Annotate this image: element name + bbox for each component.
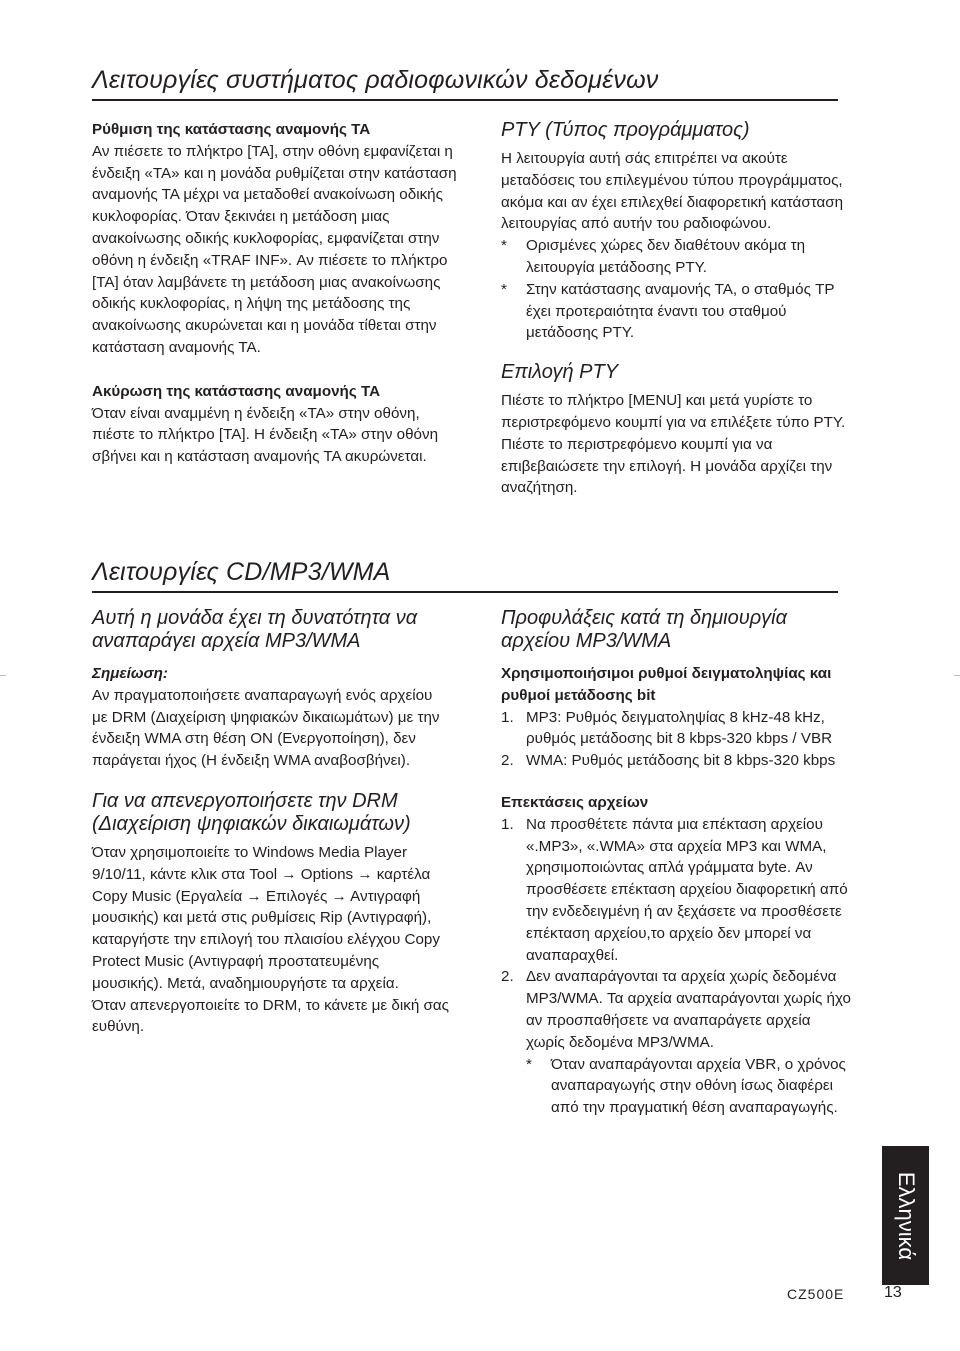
ta-column <box>92 119 464 468</box>
extensions-list <box>501 814 851 1054</box>
pty-text: Η λειτουργία αυτή σάς επιτρέπει να ακούτε μεταδόσεις του επιλεγμένου τύπου προγράμματος, ακόμα και αν έχει επιλεχθεί διαφορετική κατάσταση λειτουργίας από αυτήν του ραδιοφώνου. <box>501 150 844 233</box>
mp3-capable-heading: Αυτή η μονάδα έχει τη δυνατότητα να αναπαράγει αρχεία MP3/WMA <box>92 607 418 652</box>
note-text: Αν πραγματοποιήσετε αναπαραγωγή ενός αρχείου με DRM (Διαχείριση ψηφιακών δικαιωμάτων) με την ένδειξη WMA στη θέση ON (Ενεργοποίηση), δεν παράγεται ήχος (Η ένδειξη WMA αναβοσβήνει). <box>92 686 440 770</box>
drm-heading: Για να απενεργοποιήσετε την DRM (Διαχείριση ψηφιακών δικαιωμάτων) <box>92 789 411 835</box>
ta-cancel-heading: Ακύρωση της κατάστασης αναμονής ΤΑ <box>92 382 381 400</box>
note-label: Σημείωση: <box>92 665 168 682</box>
drm-text-responsibility: Όταν απενεργοποιείτε το DRM, το κάνετε με δική σας ευθύνη. <box>92 996 449 1036</box>
section-title-cd: Λειτουργίες CD/MP3/WMA <box>92 558 391 586</box>
ta-cancel-text: Όταν είναι αναμμένη η ένδειξη «ΤΑ» στην οθόνη, πιέστε το πλήκτρο [ΤΑ]. Η ένδειξη «ΤΑ» στην οθόνη σβήνει και η κατάσταση αναμονής ΤΑ ακυρώνεται. <box>92 404 439 466</box>
vbr-note: * Όταν αναπαράγονται αρχεία VBR, ο χρόνος αναπαραγωγής στην οθόνη ίσως διαφέρει από την πραγματική θέση αναπαραγωγής. <box>526 1055 846 1117</box>
language-tab-label: Ελληνικά <box>893 1171 919 1260</box>
drm-text: Όταν χρησιμοποιείτε το Windows Media Player 9/10/11, κάντε κλικ στα Tool → Options → καρτέλα Copy Music (Εργαλεία → Επιλογές → Αντιγραφή μουσικής) και μετά στις ρυθμίσεις Rip (Αντιγραφή), καταργήστε την επιλογή του πλαισίου ελέγχου Copy Protect Music (Αντιγραφή προστατευμένης μουσικής). Μετά, αναδημιουργήστε τα αρχεία. <box>92 843 440 992</box>
pty-heading: PTY (Τύπος προγράμματος) <box>501 119 750 141</box>
pty-select-text: Πιέστε το πλήκτρο [MENU] και μετά γυρίστε το περιστρεφόμενο κουμπί για να επιλέξετε τύπο PTY. Πιέστε το περιστρεφόμενο κουμπί για να επιβεβαιώσετε την επιλογή. Η μονάδα αρχίζει την αναζήτηση. <box>501 392 846 497</box>
language-tab <box>882 1146 929 1285</box>
rates-list <box>501 707 851 772</box>
ta-standby-heading: Ρύθμιση της κατάστασης αναμονής ΤΑ <box>92 121 371 138</box>
list-item: 1. Να προσθέτετε πάντα μια επέκταση αρχείου «.MP3», «.WMA» στα αρχεία MP3 και WMA, χρησιμοποιώντας απλά γράμματα byte. Αν προσθέσετε επέκταση αρχείου διαφορετική από την ενδεδειγμένη ή αν ξεχάσετε να προσθέσετε επέκταση αρχείου,το αρχείο δεν μπορεί να αναπαραχθεί. <box>501 815 848 964</box>
pty-note: * Στην κατάστασης αναμονής ΤΑ, ο σταθμός TP έχει προτεραιότητα έναντι του σταθμού μετάδοσης PTY. <box>501 280 835 342</box>
model-number: CZ500E <box>787 1286 845 1302</box>
crop-mark <box>954 675 960 676</box>
pty-column <box>501 119 851 499</box>
page-number: 13 <box>884 1284 902 1301</box>
rates-heading: Χρησιμοποιήσιμοι ρυθμοί δειγματοληψίας και ρυθμοί μετάδοσης bit <box>501 665 832 704</box>
list-item: 2. WMA: Ρυθμός μετάδοσης bit 8 kbps-320 kbps <box>501 752 836 770</box>
precautions-heading: Προφυλάξεις κατά τη δημιουργία αρχείου MP3/WMA <box>501 607 788 652</box>
list-item: 2. Δεν αναπαράγονται τα αρχεία χωρίς δεδομένα MP3/WMA. Τα αρχεία αναπαράγονται χωρίς ήχο αν προσπαθήσετε να αναπαράγετε αρχεία χωρίς δεδομένα MP3/WMA. <box>501 968 851 1051</box>
ta-standby-text: Αν πιέσετε το πλήκτρο [ΤΑ], στην οθόνη εμφανίζεται η ένδειξη «ΤΑ» και η μονάδα ρυθμίζεται στην κατάσταση αναμονής ΤΑ μέχρι να μεταδοθεί ανακοίνωση οδικής κυκλοφορίας. Όταν ξεκινάει η μετάδοση μιας ανακοίνωσης οδικής κυκλοφορίας, εμφανίζεται στην οθόνη η ένδειξη «TRAF INF». Αν πιέσετε το πλήκτρο [ΤΑ] όταν λαμβάνετε τη μετάδοση μιας ανακοίνωσης οδικής κυκλοφορίας, η λήψη της μετάδοσης της ανακοίνωσης ακυρώνεται και η μονάδα τίθεται στην κατάσταση αναμονής ΤΑ. <box>92 142 457 356</box>
precautions-column <box>501 607 851 1119</box>
section-rule <box>92 99 838 101</box>
mp3-column <box>92 607 452 1038</box>
section-title-rds: Λειτουργίες συστήματος ραδιοφωνικών δεδομένων <box>92 66 659 94</box>
crop-mark <box>0 675 6 676</box>
list-item: 1. MP3: Ρυθμός δειγματοληψίας 8 kHz-48 kHz, ρυθμός μετάδοσης bit 8 kbps-320 kbps / VBR <box>501 708 833 748</box>
extensions-heading: Επεκτάσεις αρχείων <box>501 793 649 811</box>
pty-select-heading: Επιλογή PTY <box>501 361 619 384</box>
pty-note: * Ορισμένες χώρες δεν διαθέτουν ακόμα τη λειτουργία μετάδοσης PTY. <box>501 237 806 276</box>
section-rule <box>92 591 838 593</box>
